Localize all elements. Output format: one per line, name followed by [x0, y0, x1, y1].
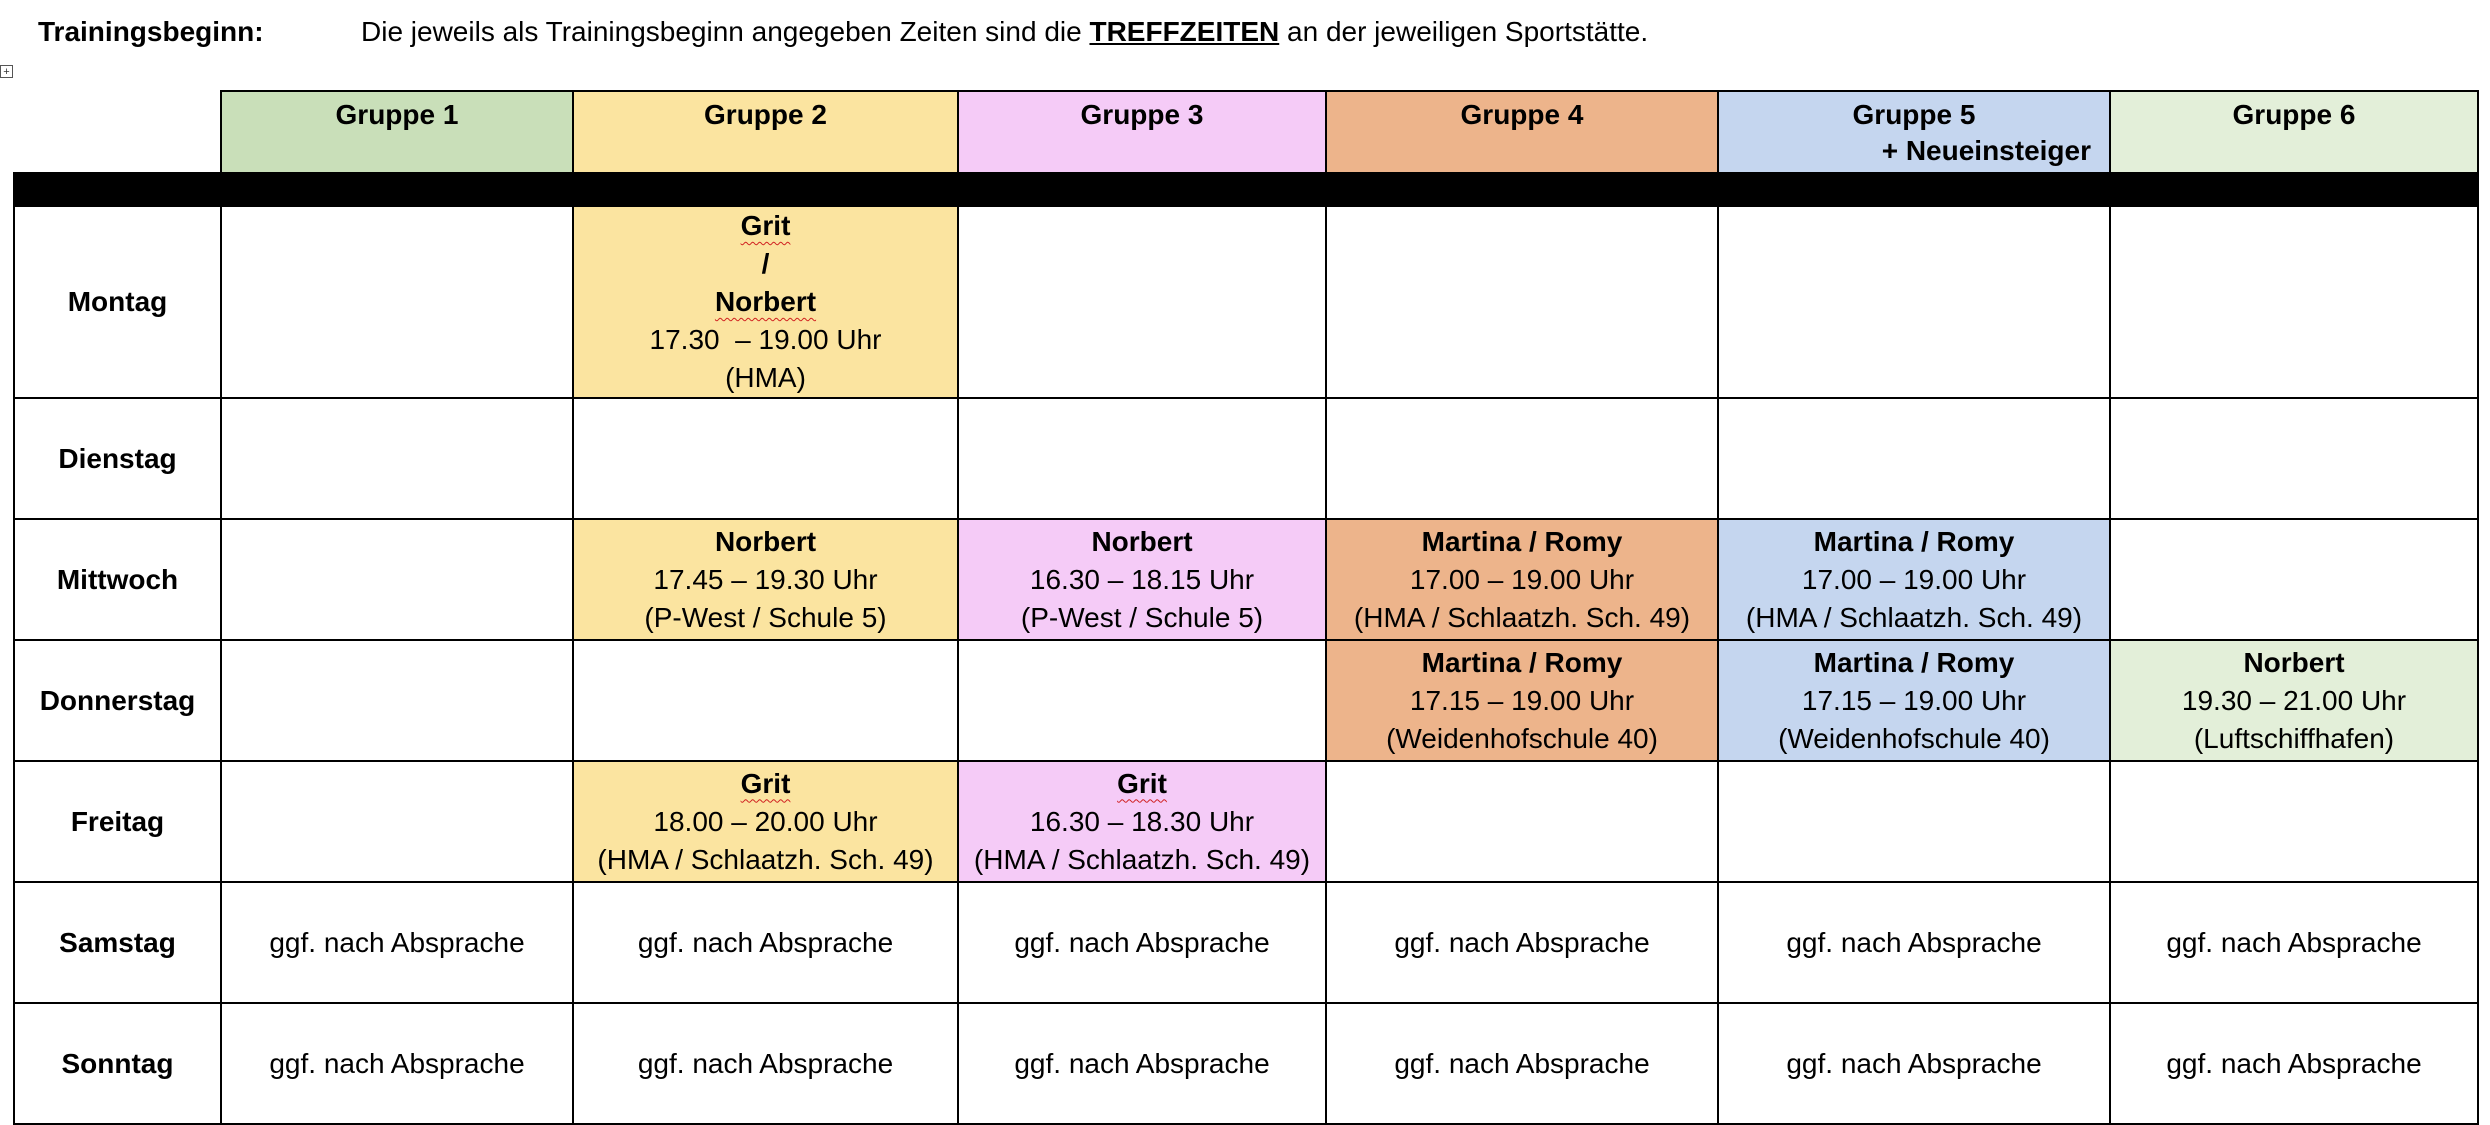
cell-sonntag-g6: ggf. nach Absprache [2110, 1003, 2478, 1124]
cell-donnerstag-g5 [1718, 640, 2110, 761]
day-label: Sonntag [14, 1003, 221, 1124]
intro-text [361, 16, 1648, 48]
row-freitag [14, 761, 2478, 882]
trainer-b: Norbert [714, 286, 817, 317]
day-label: Donnerstag [14, 640, 221, 761]
training-time: 17.00 – 19.00 Uhr [1409, 563, 1635, 595]
cell-freitag-g1 [221, 761, 573, 882]
cell-montag-g5 [1718, 206, 2110, 398]
intro-text-after: an der jeweiligen Sportstätte. [1279, 16, 1649, 47]
header-gruppe-2: Gruppe 2 [573, 91, 958, 173]
cell-samstag-g4: ggf. nach Absprache [1326, 882, 1718, 1003]
cell-dienstag-g5 [1718, 398, 2110, 519]
cell-freitag-g2 [573, 761, 958, 882]
intro-label: Trainingsbeginn: [38, 16, 264, 47]
training-time: 19.30 – 21.00 Uhr [2181, 684, 2407, 716]
separator-bar [14, 173, 2478, 206]
trainer-name [574, 207, 957, 321]
intro-emphasis: TREFFZEITEN [1089, 16, 1280, 47]
trainer-name [959, 765, 1325, 803]
intro-line [38, 12, 1648, 52]
cell-donnerstag-g4 [1326, 640, 1718, 761]
trainer-a: Grit [740, 767, 791, 799]
separator-bar-cell [14, 173, 2478, 206]
training-place: (HMA / Schlaatzh. Sch. 49) [1745, 601, 2083, 633]
trainer-name: Norbert [714, 525, 817, 557]
cell-montag-g3 [958, 206, 1326, 398]
cell-freitag-g6 [2110, 761, 2478, 882]
cell-freitag-g4 [1326, 761, 1718, 882]
training-place: (HMA / Schlaatzh. Sch. 49) [597, 843, 934, 875]
cell-donnerstag-g3 [958, 640, 1326, 761]
training-place: (Weidenhofschule 40) [1386, 722, 1658, 754]
cell-sonntag-g5: ggf. nach Absprache [1718, 1003, 2110, 1124]
header-gruppe-6: Gruppe 6 [2110, 91, 2478, 173]
cell-sonntag-g1: ggf. nach Absprache [221, 1003, 573, 1124]
cell-freitag-g3 [958, 761, 1326, 882]
training-time: 17.15 – 19.00 Uhr [1409, 684, 1635, 716]
row-dienstag [14, 398, 2478, 519]
cell-freitag-g5 [1718, 761, 2110, 882]
cell-samstag-g6: ggf. nach Absprache [2110, 882, 2478, 1003]
day-label: Freitag [14, 761, 221, 882]
cell-montag-g1 [221, 206, 573, 398]
trainer-name: Martina / Romy [1421, 525, 1623, 557]
trainer-a: Grit [1117, 767, 1167, 799]
training-place: (Luftschiffhafen) [2193, 722, 2395, 754]
cell-dienstag-g3 [958, 398, 1326, 519]
header-gruppe-5-label: Gruppe 5 [1852, 99, 1976, 130]
training-place: (P-West / Schule 5) [1020, 601, 1264, 633]
cell-mittwoch-g6 [2110, 519, 2478, 640]
day-label: Samstag [14, 882, 221, 1003]
trainer-name: Norbert [2243, 646, 2345, 678]
training-time: 16.30 – 18.30 Uhr [1029, 805, 1255, 837]
intro-text-before: Die jeweils als Trainingsbeginn angegeben Zeiten sind die [361, 16, 1090, 47]
training-time: 16.30 – 18.15 Uhr [1029, 563, 1255, 595]
training-place: (HMA) [725, 362, 806, 393]
training-place: (P-West / Schule 5) [644, 601, 887, 633]
day-label: Montag [14, 206, 221, 398]
cell-dienstag-g4 [1326, 398, 1718, 519]
header-gruppe-4: Gruppe 4 [1326, 91, 1718, 173]
cell-mittwoch-g1 [221, 519, 573, 640]
cell-sonntag-g3: ggf. nach Absprache [958, 1003, 1326, 1124]
training-time: 17.00 – 19.00 Uhr [1801, 563, 2027, 595]
row-donnerstag [14, 640, 2478, 761]
row-sonntag [14, 1003, 2478, 1124]
cell-donnerstag-g2 [573, 640, 958, 761]
cell-samstag-g2: ggf. nach Absprache [573, 882, 958, 1003]
cell-dienstag-g1 [221, 398, 573, 519]
training-place: (HMA / Schlaatzh. Sch. 49) [1353, 601, 1691, 633]
training-place: (HMA / Schlaatzh. Sch. 49) [973, 843, 1311, 875]
trainer-name: Martina / Romy [1421, 646, 1623, 678]
day-label: Dienstag [14, 398, 221, 519]
training-time: 18.00 – 20.00 Uhr [653, 805, 878, 837]
cell-mittwoch-g2 [573, 519, 958, 640]
cell-dienstag-g2 [573, 398, 958, 519]
cell-donnerstag-g1 [221, 640, 573, 761]
training-time: 17.15 – 19.00 Uhr [1801, 684, 2027, 716]
training-time: 17.30 – 19.00 Uhr [649, 324, 882, 355]
trainer-name: Norbert [1091, 525, 1193, 557]
cell-montag-g6 [2110, 206, 2478, 398]
table-move-handle-icon[interactable]: + [0, 65, 13, 78]
header-gruppe-5 [1718, 91, 2110, 173]
cell-mittwoch-g4 [1326, 519, 1718, 640]
day-label: Mittwoch [14, 519, 221, 640]
header-gruppe-1: Gruppe 1 [221, 91, 573, 173]
training-place: (Weidenhofschule 40) [1778, 722, 2050, 754]
corner-cell [14, 91, 221, 173]
training-time: 17.45 – 19.30 Uhr [653, 563, 878, 595]
trainer-a: Grit [740, 210, 791, 241]
cell-samstag-g3: ggf. nach Absprache [958, 882, 1326, 1003]
row-samstag [14, 882, 2478, 1003]
cell-dienstag-g6 [2110, 398, 2478, 519]
header-gruppe-5-sub: + Neueinsteiger [1881, 135, 2091, 166]
cell-mittwoch-g5 [1718, 519, 2110, 640]
cell-samstag-g1: ggf. nach Absprache [221, 882, 573, 1003]
cell-montag-g4 [1326, 206, 1718, 398]
cell-sonntag-g4: ggf. nach Absprache [1326, 1003, 1718, 1124]
row-montag [14, 206, 2478, 398]
schedule-table [13, 90, 2479, 1125]
row-mittwoch [14, 519, 2478, 640]
cell-montag-g2 [573, 206, 958, 398]
trainer-sep: / [753, 248, 778, 279]
cell-sonntag-g2: ggf. nach Absprache [573, 1003, 958, 1124]
header-row [14, 91, 2478, 173]
trainer-name: Martina / Romy [1813, 525, 2015, 557]
trainer-name [574, 765, 957, 803]
header-gruppe-3: Gruppe 3 [958, 91, 1326, 173]
cell-mittwoch-g3 [958, 519, 1326, 640]
cell-donnerstag-g6 [2110, 640, 2478, 761]
trainer-name: Martina / Romy [1813, 646, 2015, 678]
cell-samstag-g5: ggf. nach Absprache [1718, 882, 2110, 1003]
